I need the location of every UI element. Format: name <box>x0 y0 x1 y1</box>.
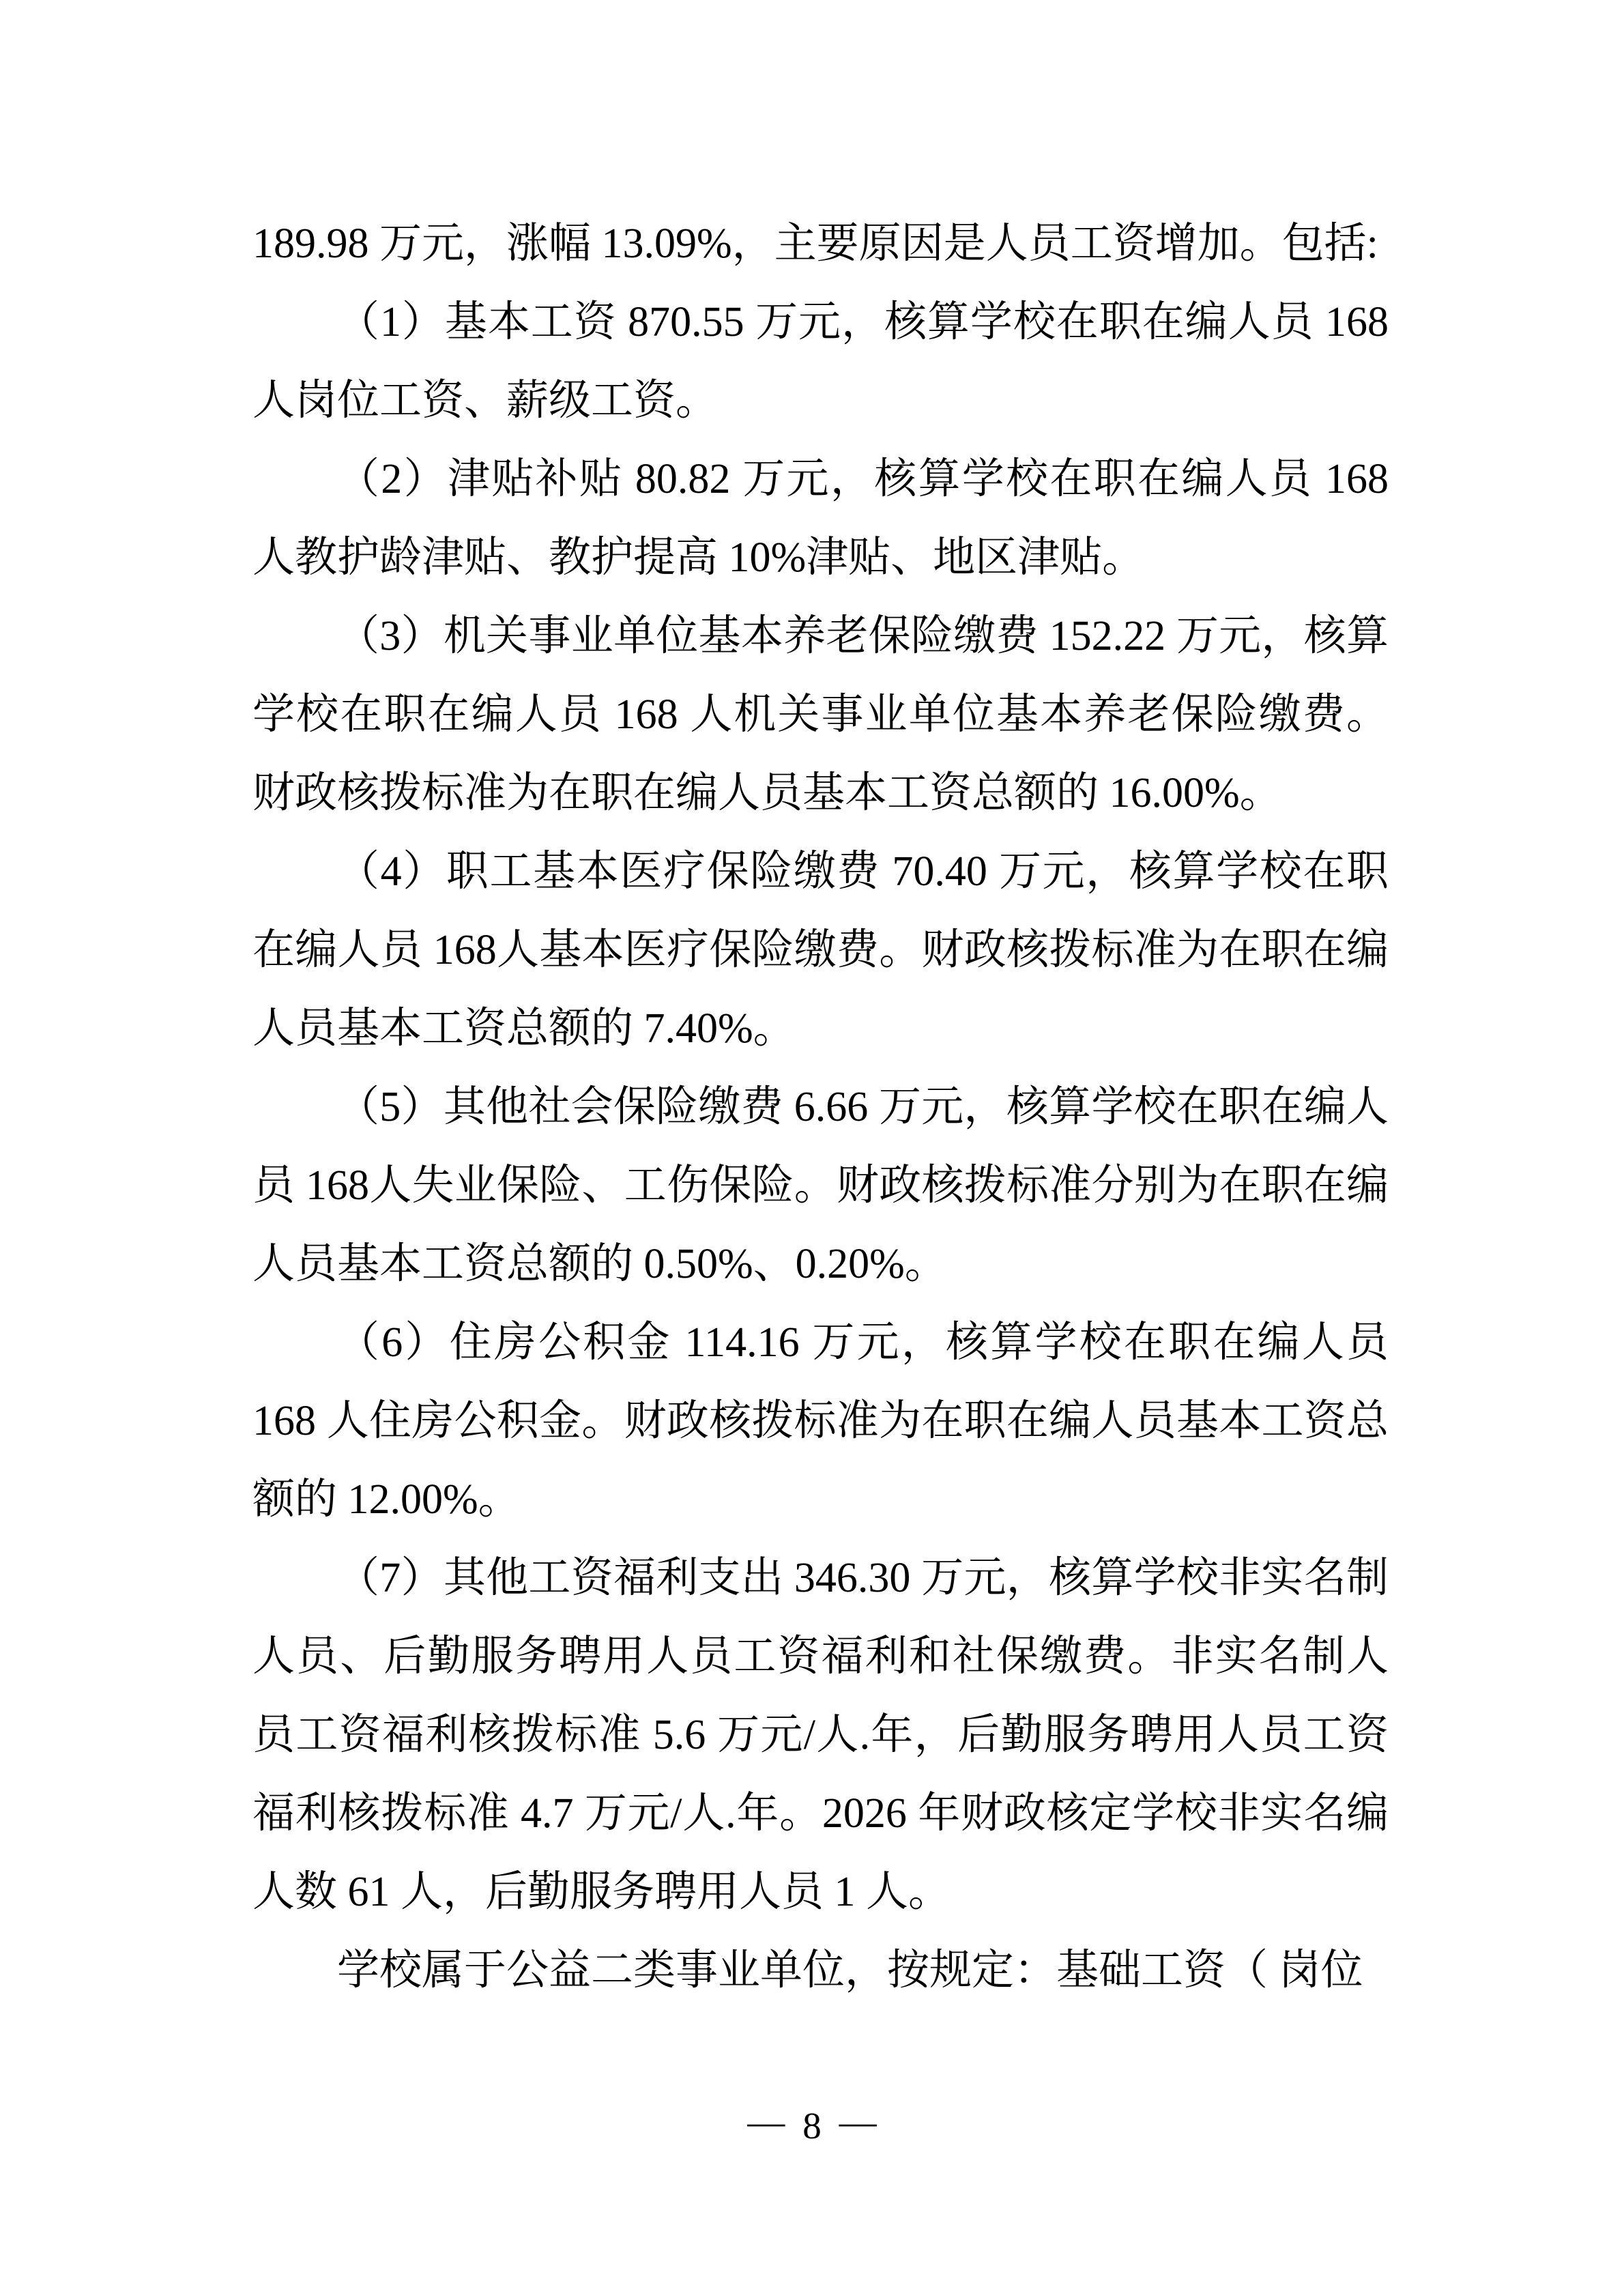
paragraph-item-2-allowances: （2）津贴补贴 80.82 万元，核算学校在职在编人员 168 人教护龄津贴、教护提高 10%津贴、地区津贴。 <box>252 456 1389 581</box>
paragraph-item-6-housing-fund: （6）住房公积金 114.16 万元，核算学校在职在编人员 168 人住房公积金。财政核拨标准为在职在编人员基本工资总额的 12.00%。 <box>252 1319 1389 1523</box>
footer-dash-right: — <box>839 2101 877 2142</box>
paragraph-item-7-other-welfare: （7）其他工资福利支出 346.30 万元，核算学校非实名制人员、后勤服务聘用人员工资福利和社保缴费。非实名制人员工资福利核拨标准 5.6 万元/人.年，后勤服务聘用人员工资福利核拨标准 4.7 万元/人.年。2026 年财政核定学校非实名编人数 61 人，后勤服务聘用人员 1 人。 <box>252 1555 1389 1915</box>
paragraph-item-5-other-social-insurance: （5）其他社会保险缴费 6.66 万元，核算学校在职在编人员 168人失业保险、工伤保险。财政核拨标准分别为在职在编人员基本工资总额的 0.50%、0.20%。 <box>252 1084 1389 1287</box>
paragraph-continuation: 189.98 万元，涨幅 13.09%，主要原因是人员工资增加。包括: <box>252 220 1378 267</box>
paragraph-school-category: 学校属于公益二类事业单位，按规定：基础工资（ 岗位 <box>337 1947 1363 1994</box>
paragraph-item-4-medical-insurance: （4）职工基本医疗保险缴费 70.40 万元，核算学校在职在编人员 168人基本医疗保险缴费。财政核拨标准为在职在编人员基本工资总额的 7.40%。 <box>252 848 1389 1052</box>
paragraph-item-1-basic-salary: （1）基本工资 870.55 万元，核算学校在职在编人员 168 人岗位工资、薪级工资。 <box>252 299 1389 424</box>
page-footer <box>0 2101 1624 2147</box>
paragraph-item-3-pension-insurance: （3）机关事业单位基本养老保险缴费 152.22 万元，核算学校在职在编人员 168 人机关事业单位基本养老保险缴费。财政核拨标准为在职在编人员基本工资总额的 16.00%。 <box>252 613 1389 816</box>
page-number: 8 <box>802 2105 822 2147</box>
footer-dash-left: — <box>747 2101 785 2142</box>
document-body <box>252 205 1389 2010</box>
